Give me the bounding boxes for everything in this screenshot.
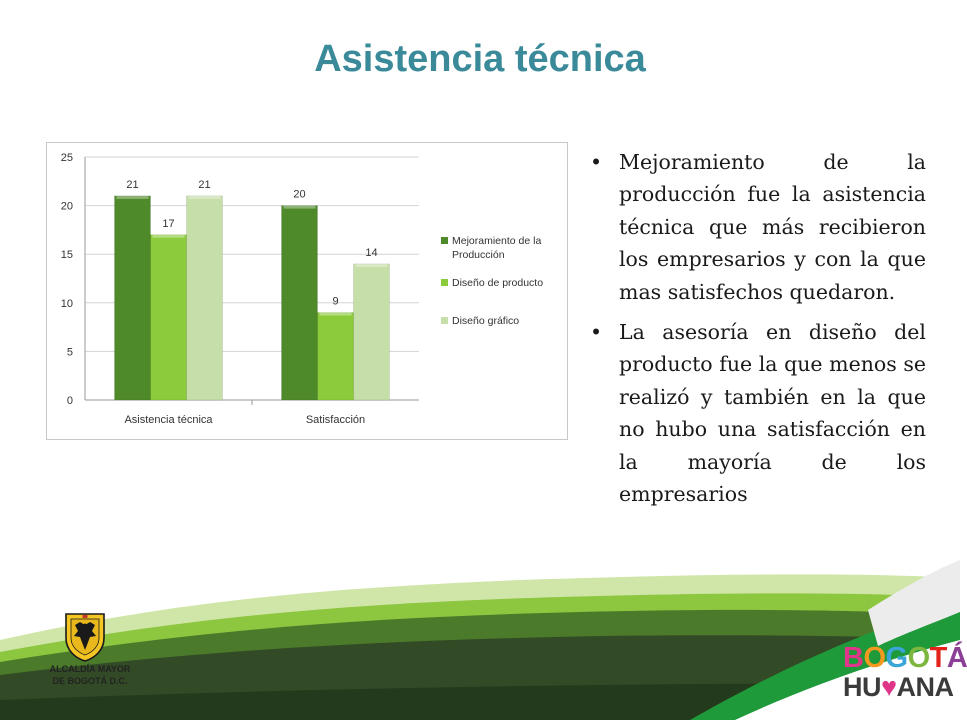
bullet-marker: •	[590, 320, 603, 345]
heart-icon: ♥	[881, 672, 897, 702]
logo-letter: T	[929, 642, 947, 674]
bullet-marker: •	[590, 150, 603, 174]
coat-of-arms-icon	[62, 612, 108, 662]
bar	[115, 196, 151, 400]
legend-label: Diseño de producto	[452, 277, 544, 289]
data-label: 20	[293, 188, 306, 201]
bullet-item-2	[590, 316, 926, 510]
legend-label: Diseño gráfico	[452, 315, 520, 327]
bar	[318, 313, 354, 400]
logo-letter: B	[843, 642, 864, 674]
data-label: 17	[162, 217, 175, 230]
bogota-humana-logo	[843, 644, 967, 701]
data-label: 9	[332, 295, 339, 308]
logo-letter: O	[863, 642, 886, 674]
x-tick-label: Asistencia técnica	[124, 414, 213, 426]
x-tick-label: Satisfacción	[305, 414, 366, 426]
y-tick-label: 5	[66, 346, 73, 359]
y-tick-label: 25	[60, 152, 73, 164]
legend-swatch	[441, 237, 448, 244]
logo-letter: Á	[946, 642, 967, 674]
y-tick-label: 0	[66, 395, 73, 407]
logo-text-hu: HU	[843, 672, 881, 702]
bar	[151, 235, 187, 400]
bullet-list	[590, 146, 926, 518]
logo-letter: O	[907, 642, 930, 674]
bar	[282, 206, 318, 400]
bar-chart	[46, 142, 568, 440]
bar-highlight	[284, 206, 316, 209]
coat-caption-line-2: DE BOGOTÁ D.C.	[52, 676, 128, 686]
legend-swatch	[441, 317, 448, 324]
y-tick-label: 20	[60, 200, 73, 213]
bar-chart-svg	[47, 143, 569, 441]
logo-word-humana	[843, 674, 967, 701]
data-label: 21	[198, 178, 211, 191]
coat-caption-line-1: ALCALDÍA MAYOR	[49, 664, 131, 674]
logo-text-ana: ANA	[896, 672, 954, 702]
bar-highlight	[320, 313, 352, 316]
legend-label: Producción	[452, 249, 505, 261]
bullet-item-1	[590, 146, 926, 308]
legend-label: Mejoramiento de la	[452, 235, 542, 247]
bar-highlight	[117, 196, 149, 199]
logo-word-bogota	[843, 644, 967, 674]
bar	[187, 196, 223, 400]
slide-title: Asistencia técnica	[314, 38, 646, 80]
bullet-text: La asesoría en diseño del producto fue la que menos se realizó y también en la que no hubo una satisfacción en la mayoría de los empresarios	[619, 320, 926, 507]
bar-highlight	[153, 235, 185, 238]
bar	[354, 264, 390, 400]
bullet-text: Mejoramiento de la producción fue la asistencia técnica que más recibieron los empresarios y con la que mas satisfechos quedaron.	[619, 150, 926, 304]
y-tick-label: 10	[60, 297, 73, 310]
data-label: 21	[126, 178, 139, 191]
data-label: 14	[365, 246, 378, 259]
logo-letter: G	[885, 642, 908, 674]
legend-swatch	[441, 279, 448, 286]
bar-highlight	[189, 196, 221, 199]
y-tick-label: 15	[60, 249, 73, 262]
bar-highlight	[356, 264, 388, 267]
